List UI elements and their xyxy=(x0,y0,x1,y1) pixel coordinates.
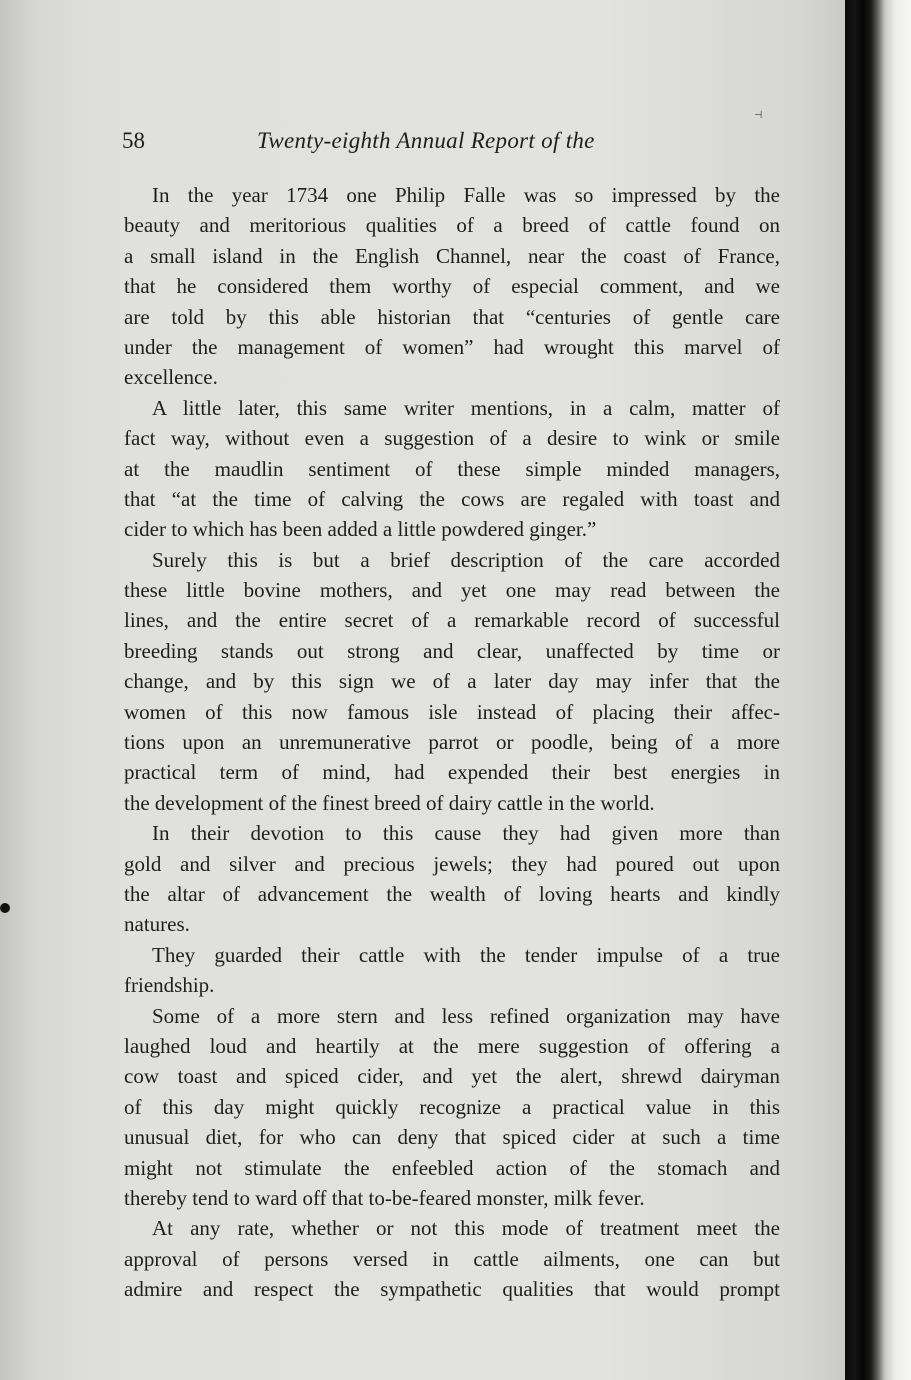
text-line: women of this now famous isle instead of placing their affec- xyxy=(124,699,780,724)
text-line: of this day might quickly recognize a practical value in this xyxy=(124,1094,780,1119)
text-line: cider to which has been added a little powdered ginger.” xyxy=(124,517,597,542)
text-line: excellence. xyxy=(124,365,218,390)
text-line: laughed loud and heartily at the mere suggestion of offering a xyxy=(124,1033,780,1058)
text-line: At any rate, whether or not this mode of treatment meet the xyxy=(152,1216,780,1241)
text-line: Surely this is but a brief description of the care accorded xyxy=(152,547,780,572)
text-line: friendship. xyxy=(124,973,215,998)
text-line: admire and respect the sympathetic qualities that would prompt xyxy=(124,1277,780,1302)
text-line: gold and silver and precious jewels; they had poured out upon xyxy=(124,851,780,876)
page-number: 58 xyxy=(122,128,145,153)
text-line: approval of persons versed in cattle ailments, one can but xyxy=(124,1246,780,1271)
text-line: breeding stands out strong and clear, unaffected by time or xyxy=(124,638,780,663)
text-line: cow toast and spiced cider, and yet the alert, shrewd dairyman xyxy=(124,1064,780,1089)
text-line: practical term of mind, had expended their best energies in xyxy=(124,760,780,785)
text-line: fact way, without even a suggestion of a desire to wink or smile xyxy=(124,426,780,451)
text-line: a small island in the English Channel, near the coast of France, xyxy=(124,243,780,268)
text-line: the development of the finest breed of dairy cattle in the world. xyxy=(124,790,655,815)
text-line: In their devotion to this cause they had given more than xyxy=(152,821,780,846)
page-header xyxy=(122,124,652,164)
text-line: these little bovine mothers, and yet one may read between the xyxy=(124,578,780,603)
text-line: are told by this able historian that “centuries of gentle care xyxy=(124,304,780,329)
text-line: unusual diet, for who can deny that spiced cider at such a time xyxy=(124,1125,780,1150)
body-text xyxy=(124,180,780,1304)
text-line: change, and by this sign we of a later day may infer that the xyxy=(124,669,780,694)
text-line: In the year 1734 one Philip Falle was so impressed by the xyxy=(152,183,780,207)
text-line: tions upon an unremunerative parrot or poodle, being of a more xyxy=(124,730,780,755)
margin-mark-icon: ⊣ xyxy=(754,110,763,121)
margin-dot-icon xyxy=(0,903,10,913)
text-line: A little later, this same writer mentions, in a calm, matter of xyxy=(152,395,780,420)
text-line: Some of a more stern and less refined organization may have xyxy=(152,1003,780,1028)
text-line: the altar of advancement the wealth of loving hearts and kindly xyxy=(124,881,780,906)
text-line: under the management of women” had wrought this marvel of xyxy=(124,334,780,359)
text-line: that he considered them worthy of especial comment, and we xyxy=(124,274,780,299)
text-line: at the maudlin sentiment of these simple minded managers, xyxy=(124,456,780,481)
text-line: They guarded their cattle with the tender impulse of a true xyxy=(152,942,780,967)
text-line: lines, and the entire secret of a remarkable record of successful xyxy=(124,608,780,633)
text-line: thereby tend to ward off that to-be-feared monster, milk fever. xyxy=(124,1185,645,1210)
text-line: natures. xyxy=(124,912,190,937)
book-binding-edge xyxy=(845,0,911,1380)
text-line: might not stimulate the enfeebled action of the stomach and xyxy=(124,1155,780,1180)
text-line: beauty and meritorious qualities of a breed of cattle found on xyxy=(124,213,780,238)
running-title: Twenty-eighth Annual Report of the xyxy=(257,128,595,153)
text-line: that “at the time of calving the cows are regaled with toast and xyxy=(124,486,780,511)
